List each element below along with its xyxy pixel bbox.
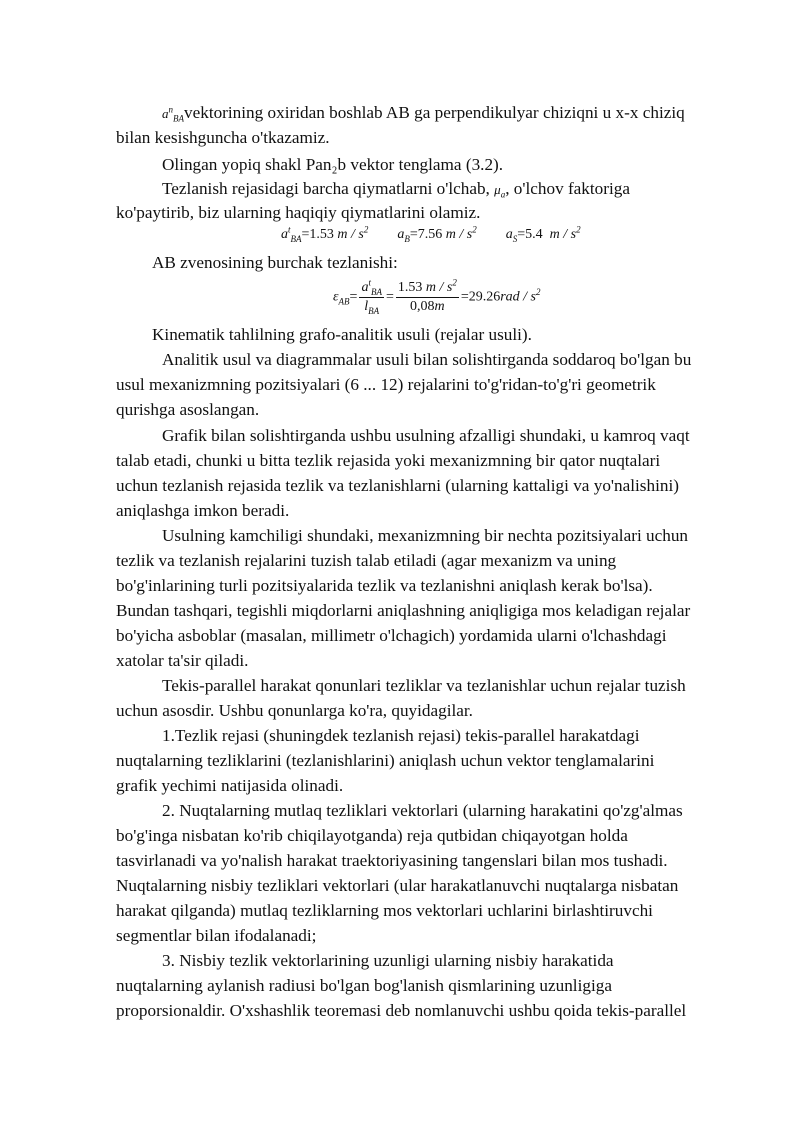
paragraph-line: bo'g'inlarining turli pozitsiyalarida tezlik va tezlanishni aniqlash kerak bo'lsa). bbox=[116, 576, 653, 595]
paragraph-line: uchun tezlanish rejasida tezlik va tezlanishlarni (ularning kattaligi va yo'nalishini) bbox=[116, 476, 679, 495]
paragraph-line: nuqtalarning tezliklarini (tezlanishlarini) aniqlash uchun vektor tenglamalarini bbox=[116, 751, 655, 770]
vector-symbol: $a^n_{BA}$ bbox=[162, 104, 184, 124]
paragraph-line: aniqlashga imkon beradi. bbox=[116, 501, 290, 520]
paragraph-line: ko'paytirib, biz ularning haqiqiy qiymatlarini olamiz. bbox=[116, 203, 481, 222]
paragraph-line: Olingan yopiq shakl Pan₂b vektor tenglama (3.2). bbox=[162, 155, 504, 174]
list-item: 2. Nuqtalarning mutlaq tezliklari vektorlari (ularning harakatini qo'zg'almas bbox=[162, 801, 683, 820]
formula-angular-acceleration: $\varepsilon_{AB}=$ $\frac{a^t_{BA}}{l_{BA}}$ = $\frac{1.53 m / s^2}{0,08m}$ $=29.26rad / s^2$ bbox=[333, 277, 541, 316]
paragraph-line: bo'yicha asboblar (masalan, millimetr o'lchagich) yordamida ularni o'lchashdagi bbox=[116, 626, 667, 645]
paragraph-line: Tekis-parallel harakat qonunlari tezliklar va tezlanishlar uchun rejalar tuzish bbox=[162, 676, 686, 695]
paragraph-line: Tezlanish rejasidagi barcha qiymatlarni o'lchab, $\mu_a$, o'lchov faktoriga bbox=[162, 179, 630, 200]
paragraph-line: tezlik va tezlanish rejalarini tuzish talab etiladi (agar mexanizm va uning bbox=[116, 551, 617, 570]
paragraph-line: AB zvenosining burchak tezlanishi: bbox=[152, 253, 398, 272]
paragraph-line: Grafik bilan solishtirganda ushbu usulning afzalligi shundaki, u kamroq vaqt bbox=[162, 426, 690, 445]
list-item: 3. Nisbiy tezlik vektorlarining uzunligi ularning nisbiy harakatida bbox=[162, 951, 614, 970]
paragraph-line: bilan kesishguncha o'tkazamiz. bbox=[116, 128, 330, 147]
paragraph-line: grafik yechimi natijasida olinadi. bbox=[116, 776, 344, 795]
paragraph-line: Analitik usul va diagrammalar usuli bilan solishtirganda soddaroq bo'lgan bu bbox=[162, 350, 692, 369]
paragraph-line: uchun asosdir. Ushbu qonunlarga ko'ra, quyidagilar. bbox=[116, 701, 473, 720]
paragraph-line: proporsionaldir. O'xshashlik teoremasi deb nomlanuvchi ushbu qoida tekis-parallel bbox=[116, 1001, 687, 1020]
paragraph-line: Usulning kamchiligi shundaki, mexanizmning bir nechta pozitsiyalari uchun bbox=[162, 526, 689, 545]
paragraph-line: nuqtalarning aylanish radiusi bo'lgan bog'lanish qismlarining uzunligiga bbox=[116, 976, 612, 995]
paragraph-line: harakat qilganda) mutlaq tezliklarning mos vektorlari uchlarini birlashtiruvchi bbox=[116, 901, 653, 920]
section-heading: Kinematik tahlilning grafo-analitik usuli (rejalar usuli). bbox=[152, 325, 532, 344]
paragraph-line: bo'g'inga nisbatan ko'rib chiqilayotganda) reja qutbidan chiqayotgan holda bbox=[116, 826, 628, 845]
paragraph-line: Bundan tashqari, tegishli miqdorlarni aniqlashning aniqligiga mos keladigan rejalar bbox=[116, 601, 691, 620]
paragraph-line: Nuqtalarning nisbiy tezliklari vektorlari (ular harakatlanuvchi nuqtalarga nisbatan bbox=[116, 876, 679, 895]
paragraph-line: talab etadi, chunki u bitta tezlik rejasida yoki mexanizmning bir qator nuqtalari bbox=[116, 451, 661, 470]
paragraph-line: usul mexanizmning pozitsiyalari (6 ... 12) rejalarini to'g'ridan-to'g'ri geometrik bbox=[116, 375, 656, 394]
paragraph-line: segmentlar bilan ifodalanadi; bbox=[116, 926, 317, 945]
paragraph-line: $a^n_{BA}vektorining$ oxiridan boshlab AB ga perpendikulyar chiziqni u x-x chiziq bbox=[162, 103, 685, 124]
formula-accelerations: $a^t_{BA}=1.53$ m / $s^2$ $a_B=7.56$ m / $s^2$ $a_S=5.4$ m / $s^2$ bbox=[281, 224, 581, 244]
paragraph-line: qurishga asoslangan. bbox=[116, 400, 260, 419]
paragraph-line: xatolar ta'sir qiladi. bbox=[116, 651, 249, 670]
mu-symbol: $\mu_a$ bbox=[494, 182, 506, 200]
paragraph-line: tasvirlanadi va yo'nalish harakat traektoriyasining tangenslari bilan mos tushadi. bbox=[116, 851, 668, 870]
list-item: 1.Tezlik rejasi (shuningdek tezlanish rejasi) tekis-parallel harakatdagi bbox=[162, 726, 640, 745]
